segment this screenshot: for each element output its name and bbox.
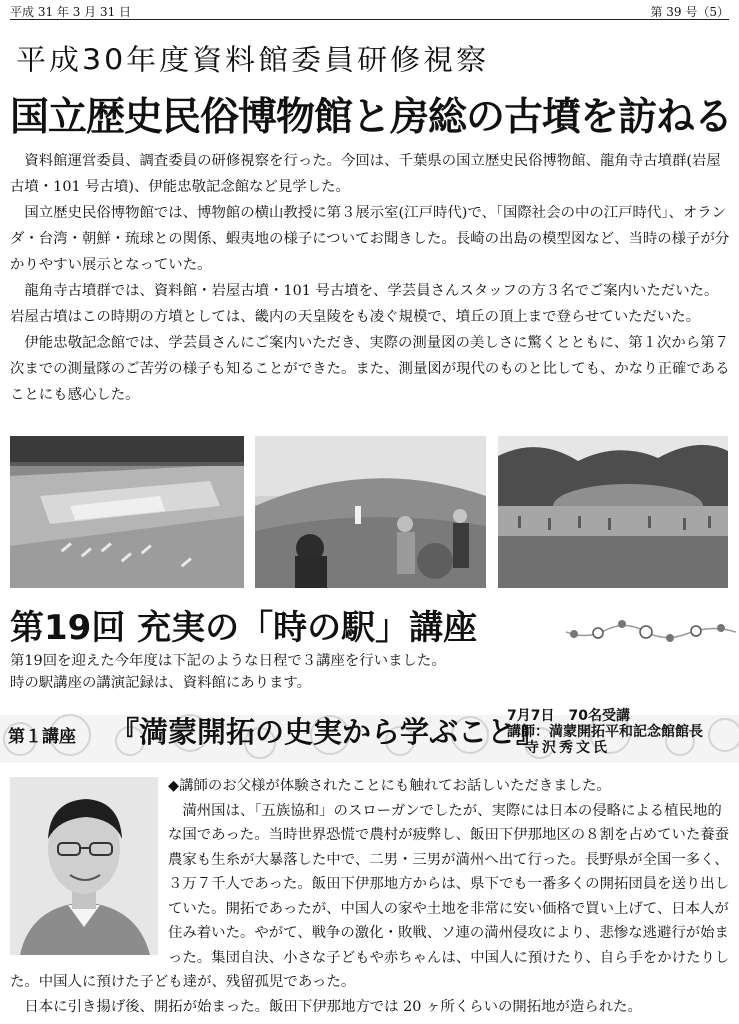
lecture-speaker-name: 寺沢秀文氏 (525, 740, 610, 756)
lecture-speaker-role: 講師：満蒙開拓平和記念館館長 (507, 724, 703, 740)
article-paragraph: 伊能忠敬記念館では、学芸員さんにご案内いただき、実際の測量図の美しさに驚くとともに、第１次から第７次までの測量隊のご苦労の様子も知ることができた。また、測量図が現代のものと比しても、かなり正確であることにも感心した。 (10, 335, 730, 403)
section-intro (10, 650, 730, 694)
article-paragraph: 国立歴史民俗博物館では、博物館の横山教授に第３展示室(江戸時代)で、「国際社会の中の江戸時代」、オランダ・台湾・朝鮮・琉球との関係、蝦夷地の様子についてお聞きした。長崎の出島の模型図など、当時の様子が分かりやすい展示となっていた。 (10, 205, 730, 273)
section-intro-line: 第19回を迎えた今年度は下記のような日程で３講座を行いました。 (10, 653, 446, 669)
decorative-bead-chain (566, 612, 736, 652)
museum-model-photo (10, 436, 244, 588)
section-title: 第19回 充実の「時の駅」講座 (10, 608, 478, 648)
publication-date: 平成 31 年 3 月 31 日 (10, 5, 132, 19)
lecture-title: 『満蒙開拓の史実から学ぶこと』 (110, 715, 546, 749)
lecture-label: 第１講座 (8, 727, 76, 747)
lecture-meta (507, 708, 703, 756)
page-header (10, 0, 729, 20)
lecture-date-attendance: 7月7日 70名受講 (507, 708, 630, 724)
issue-number: 第 39 号（5） (650, 5, 729, 19)
lecture-paragraph: 満州国は、「五族協和」のスローガンでしたが、実際には日本の侵略による植民地的な国であった。当時世界恐慌で農村が疲弊し、飯田下伊那地区の８割を占めていた養蚕農家も生糸が大暴落した中で、二男・三男が満州へ出て行った。長野県が全国一多く、３万７千人であった。飯田下伊那地方からは、県下でも一番多くの開拓団員を送り出していた。開拓であったが、中国人の家や土地を非常に安い価格で買い上げて、日本人が住み着いた。やがて、戦争の激化・敗戦、ソ連の満州侵攻により、悲惨な逃避行が始まった。集団自決、小さな子どもや赤ちゃんは、中国人に預けたり、自ら手をかけたりした。中国人に預けた子ども達が、残留孤児であった。 (10, 802, 730, 990)
lecture-paragraph: 日本に引き揚げ後、開拓が始まった。飯田下伊那地方では 20 ヶ所くらいの開拓地が造られた。 (24, 998, 642, 1015)
article-paragraph: 龍角寺古墳群では、資料館・岩屋古墳・101 号古墳を、学芸員さんスタッフの方３名でご案内いただいた。岩屋古墳はこの時期の方墳としては、畿内の天皇陵をも凌ぐ規模で、墳丘の頂上まで登らせていただいた。 (10, 283, 719, 325)
article-subtitle: 平成30年度資料館委員研修視察 (16, 43, 490, 77)
article-title: 国立歴史民俗博物館と房総の古墳を訪ねる (10, 95, 733, 140)
photo-strip (10, 436, 728, 588)
iwaya-kofun-photo (255, 436, 486, 588)
section-intro-line: 時の駅講座の講演記録は、資料館にあります。 (10, 675, 312, 691)
article-paragraph: 資料館運営委員、調査委員の研修視察を行った。今回は、千葉県の国立歴史民俗博物館、龍角寺古墳群(岩屋古墳・101 号古墳)、伊能忠敬記念館など見学した。 (10, 153, 721, 195)
article-body (10, 148, 732, 408)
lecture-lead: ◆講師のお父様が体験されたことにも触れてお話しいただきました。 (168, 778, 611, 794)
kofun-mound-photo (498, 436, 728, 588)
lecture-body (10, 774, 732, 1019)
